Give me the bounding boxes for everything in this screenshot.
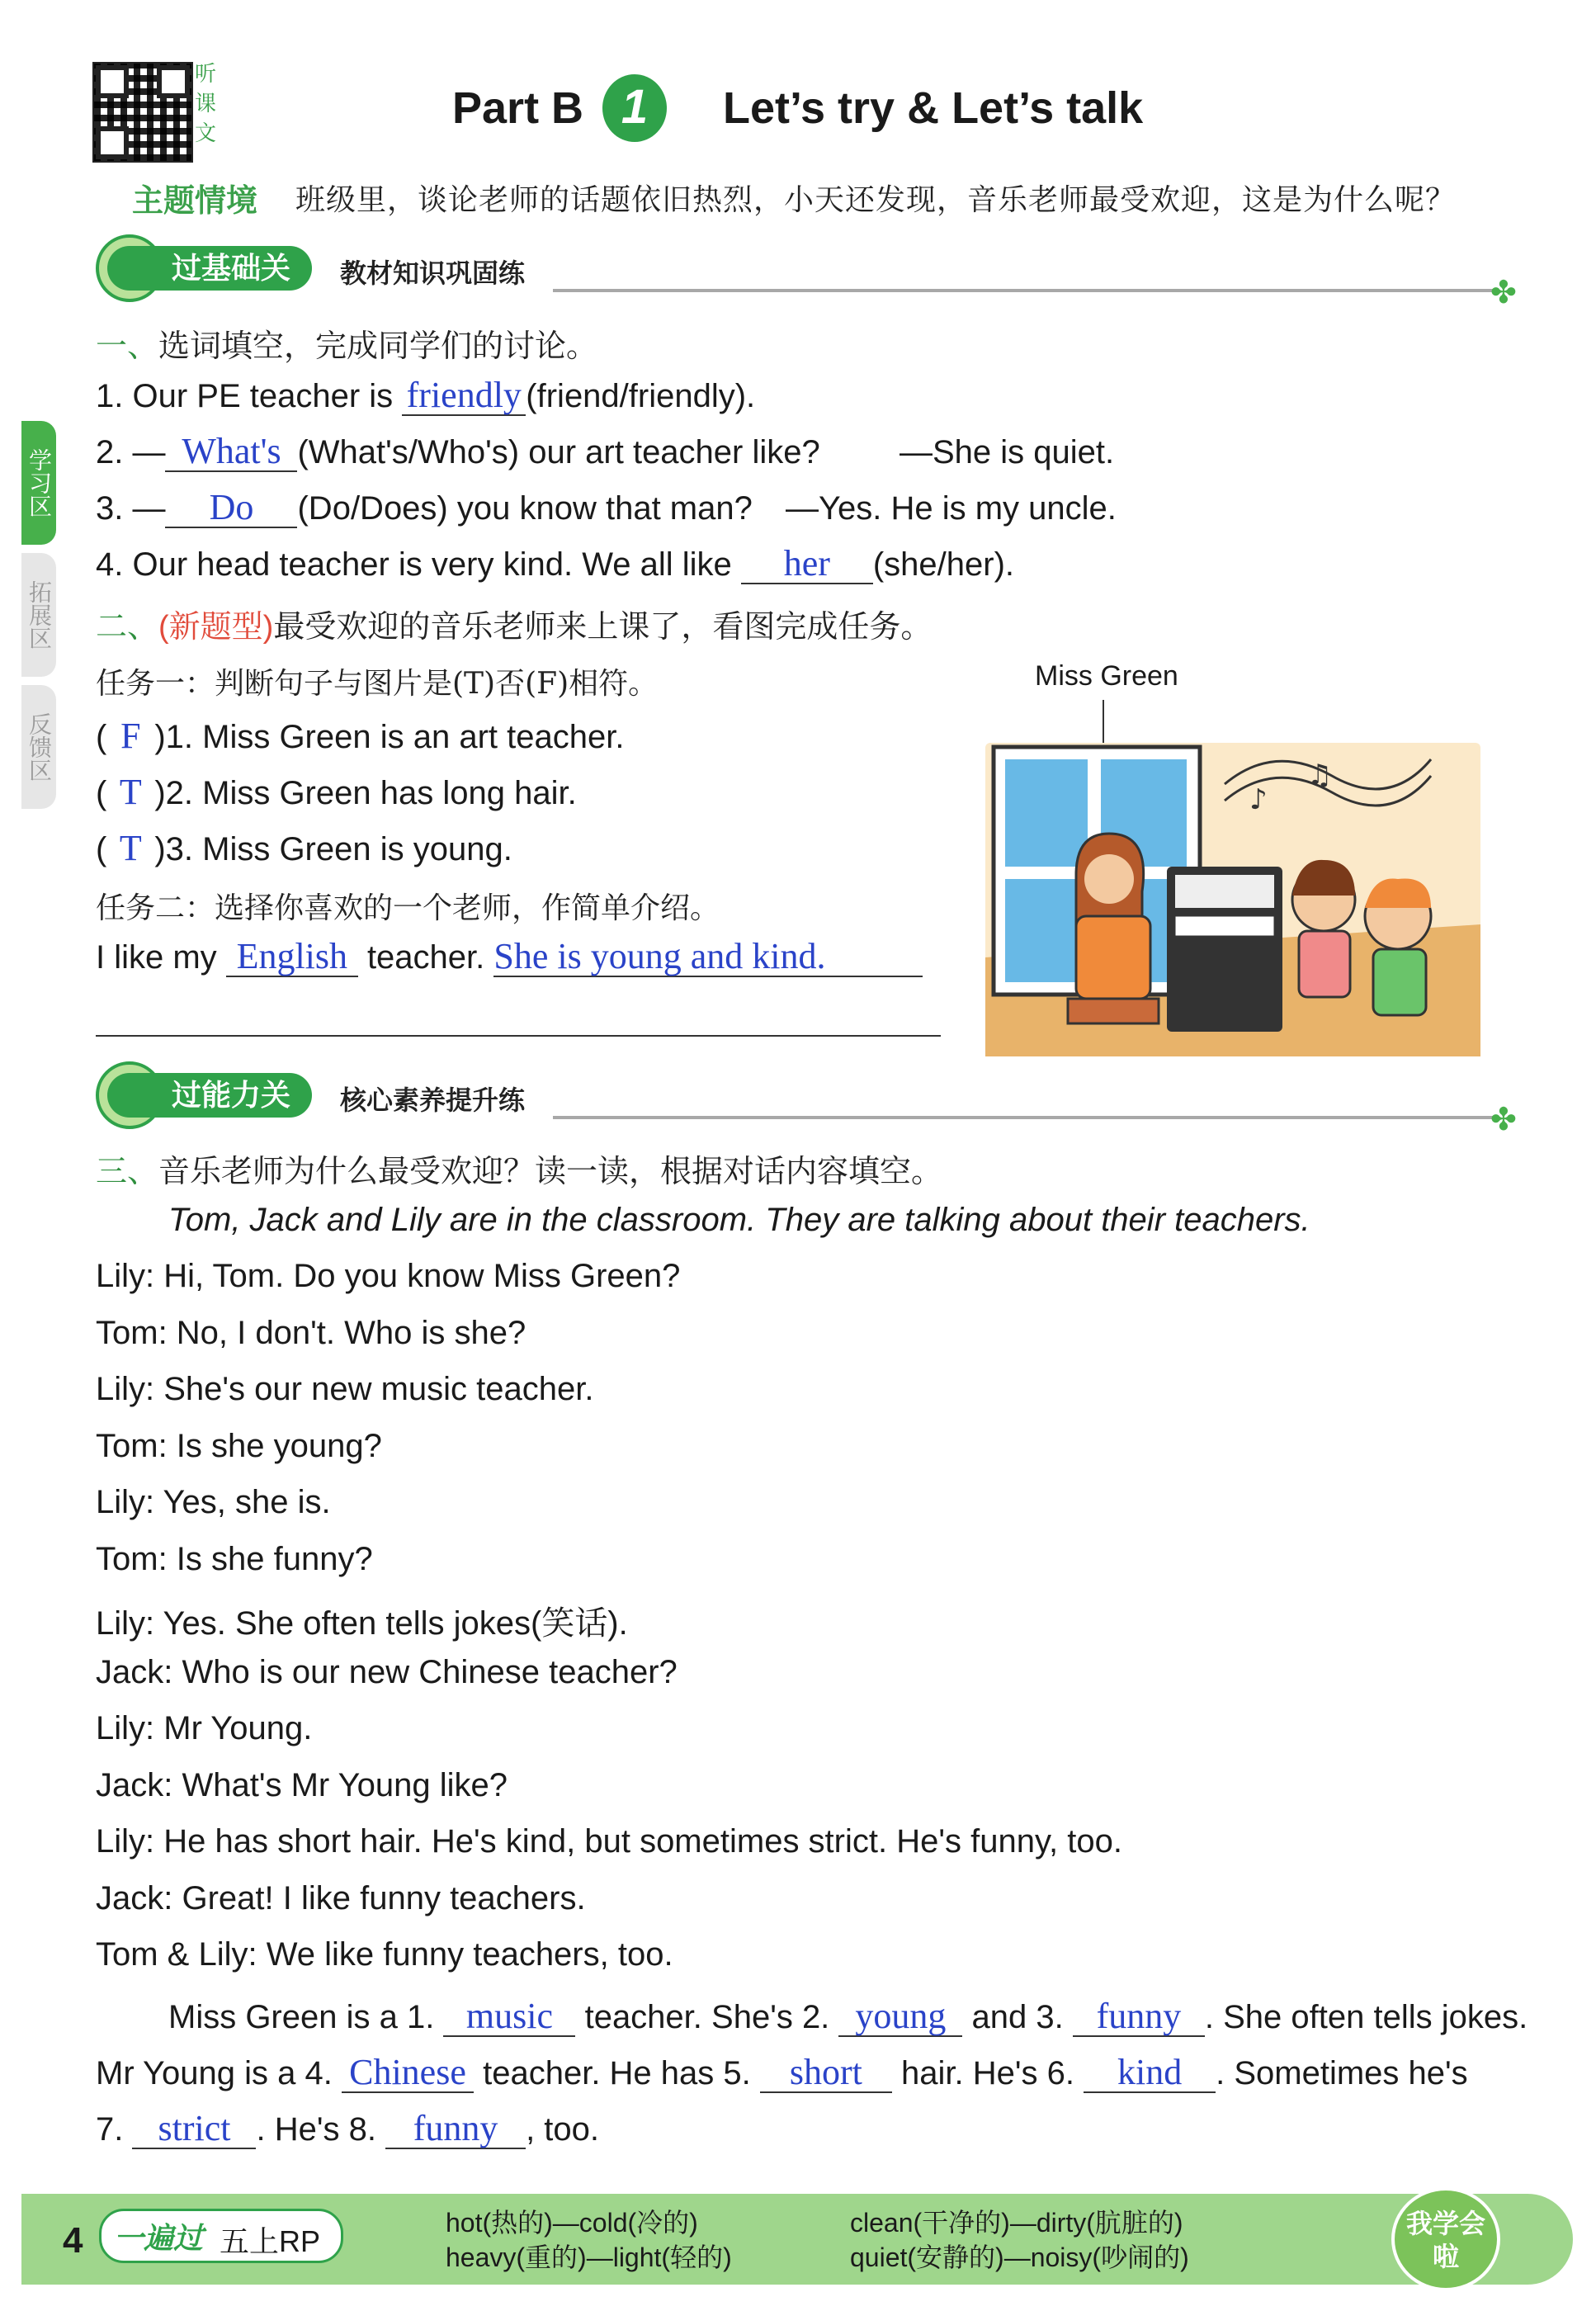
dialogue [96,1258,1122,1993]
answer-blank[interactable]: Chinese [342,2053,474,2093]
answer-blank[interactable]: strict [132,2110,256,2149]
section-ability-title: 过能力关 [107,1073,312,1118]
side-tab-feedback[interactable]: 反馈区 [21,685,56,809]
answer-blank[interactable]: kind [1084,2053,1216,2093]
writing-line [96,1035,941,1037]
answer-blank[interactable]: funny [1073,1997,1205,2037]
tf-item-1: ( F )1. Miss Green is an art teacher. [96,716,625,756]
section-ability-subtitle: 核心素养提升练 [340,1085,526,1115]
dialogue-line: Tom: No, I don't. Who is she? [96,1314,526,1351]
classroom-scene-icon [985,710,1497,1056]
q2-intro-line: I like my English teacher. She is young and kind. [96,938,923,977]
q1-item-3-reply: —Yes. He is my uncle. [786,490,1117,527]
summary-line-1: Miss Green is a 1. music teacher. She's 2. young and 3. funny . She often tells jokes. [168,1996,1528,2036]
dialogue-line: Lily: She's our new music teacher. [96,1371,594,1407]
scene-label: 主题情境 [132,184,258,219]
scene-text: 班级里，谈论老师的话题依旧热烈，小天还发现，音乐老师最受欢迎，这是为什么呢？ [295,183,1457,217]
dialogue-line: Lily: Yes. She often tells jokes(笑话). [96,1605,628,1642]
answer-blank[interactable]: She is young and kind. [493,938,923,977]
q1-item-3: 3. — Do (Do/Does) you know that man? [96,487,753,527]
brand-name: 一遍过 [114,2221,204,2255]
dialogue-line: Lily: Hi, Tom. Do you know Miss Green? [96,1258,681,1294]
part-label: Part B [452,83,584,133]
dialogue-line: Lily: He has short hair. He's kind, but sometimes strict. He's funny, too. [96,1823,1122,1860]
answer-blank[interactable]: short [760,2053,892,2093]
answer-blank[interactable]: Do [165,489,297,528]
picture-label: Miss Green [1035,660,1178,692]
grade-label: 五上RP [220,2224,321,2258]
listen-label: 听课文 [195,62,217,146]
side-tab-study[interactable]: 学习区 [21,421,56,545]
dialogue-line: Jack: Great! I like funny teachers. [96,1879,586,1916]
q2-task1: 任务一：判断句子与图片是(T)否(F)相符。 [96,667,659,701]
antonym-1: hot(热的)—cold(冷的) [446,2208,698,2238]
dialogue-line: Tom & Lily: We like funny teachers, too. [96,1936,673,1973]
tf-answer[interactable]: F [120,716,141,756]
qr-code-icon[interactable] [92,62,193,163]
q3-intro: Tom, Jack and Lily are in the classroom. They are talking about their teachers. [168,1202,1310,1238]
answer-blank[interactable]: English [226,938,358,977]
q1-heading [96,320,597,366]
dialogue-line: Tom: Is she funny? [96,1540,373,1577]
q1-title: 选词填空，完成同学们的讨论。 [158,329,598,364]
q1-number: 一、 [96,329,159,364]
section-ability-bar [107,1073,1517,1137]
summary-line-2: Mr Young is a 4. Chinese teacher. He has 5. short hair. He's 6. kind . Sometimes he's [96,2052,1468,2092]
dialogue-line: Jack: What's Mr Young like? [96,1766,508,1803]
page-number: 4 [63,2220,83,2261]
svg-text:♪: ♪ [1249,783,1268,816]
music-class-illustration [985,660,1497,1056]
tf-item-2: ( T )2. Miss Green has long hair. [96,772,577,812]
dialogue-line: Lily: Yes, she is. [96,1484,331,1520]
answer-blank[interactable]: her [741,545,873,584]
clover-icon: ✤ [1490,276,1517,310]
tf-answer[interactable]: T [119,772,142,812]
antonym-2: heavy(重的)—light(轻的) [446,2242,732,2272]
learned-badge[interactable]: 我学会啦 [1391,2187,1500,2291]
q1-item-4: 4. Our head teacher is very kind. We all like her (she/her). [96,543,1015,584]
divider [553,289,1494,292]
antonym-4: quiet(安静的)—noisy(吵闹的) [850,2242,1189,2272]
dialogue-line: Jack: Who is our new Chinese teacher? [96,1653,678,1690]
side-tab-extend[interactable]: 拓展区 [21,553,56,677]
clover-icon: ✤ [1490,1103,1517,1137]
q2-task2: 任务二：选择你喜欢的一个老师，作简单介绍。 [96,891,720,925]
q1-item-2-reply: —She is quiet. [900,434,1115,470]
section-basic-subtitle: 教材知识巩固练 [340,258,526,288]
section-basic-title: 过基础关 [107,246,312,291]
q1-item-2: 2. — What's (What's/Who's) our art teacher like? [96,431,820,471]
section-basic-bar [107,246,1517,310]
tf-answer[interactable]: T [119,828,142,868]
lesson-title: Let’s try & Let’s talk [723,83,1144,133]
answer-blank[interactable]: What's [165,432,297,472]
q2-heading: 二、(新题型)最受欢迎的音乐老师来上课了，看图完成任务。 [96,610,933,645]
answer-blank[interactable]: music [443,1997,575,2037]
tf-item-3: ( T )3. Miss Green is young. [96,828,512,868]
answer-blank[interactable]: funny [385,2110,526,2149]
lesson-number-badge: 1 [602,74,667,142]
dialogue-line: Lily: Mr Young. [96,1710,313,1746]
new-type-tag: (新题型) [158,610,274,645]
antonym-3: clean(干净的)—dirty(肮脏的) [850,2208,1183,2238]
q1-item-1: 1. Our PE teacher is friendly (friend/friendly). [96,375,756,415]
summary-line-3: 7. strict . He's 8. funny , too. [96,2108,600,2148]
svg-text:♫: ♫ [1307,759,1333,792]
answer-blank[interactable]: young [838,1997,962,2037]
answer-blank[interactable]: friendly [402,376,526,416]
side-tabs [21,421,56,817]
q3-heading: 三、音乐老师为什么最受欢迎？读一读，根据对话内容填空。 [96,1155,943,1189]
divider [553,1116,1494,1119]
dialogue-line: Tom: Is she young? [96,1427,382,1464]
